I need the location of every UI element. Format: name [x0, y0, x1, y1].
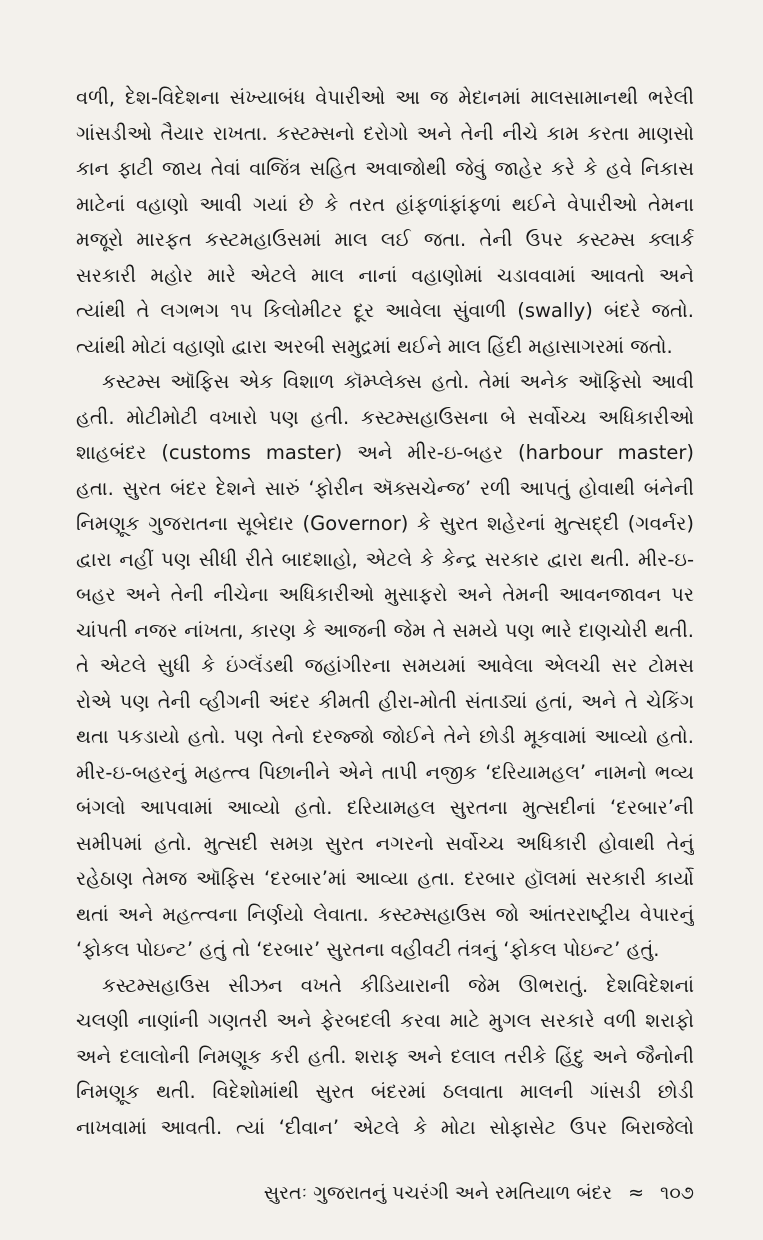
- text-line: કાન ફાટી જાય તેવાં વાજિંત્ર સહિત અવાજોથી જેવું જાહેર કરે કે હવે નિકાસ: [76, 157, 694, 180]
- text-line: સરકારી મહોર મારે એટલે માલ નાનાં વહાણોમાં ચડાવવામાં આવતો અને: [76, 263, 694, 287]
- text-line: ત્યાંથી મોટાં વહાણો દ્વારા અરબી સમુદ્રમાં થઈને માલ હિંદી મહાસાગરમાં જતો.: [76, 334, 673, 358]
- text-line: ચાંપતી નજર નાંખતા, કારણ કે આજની જેમ તે સમયે પણ ભારે દાણચોરી થતી.: [76, 618, 694, 642]
- text-line: હતા. સુરત બંદર દેશને સારું ‘ફોરીન ઍક્સચેન્જ’ રળી આપતું હોવાથી બંનેની: [76, 476, 694, 500]
- running-title: સુરતઃ ગુજરાતનું પચરંગી અને રમતિયાળ બંદર: [263, 1182, 613, 1204]
- text-line: નાખવામાં આવતી. ત્યાં ‘દીવાન’ એટલે કે મોટા સોફાસેટ ઉપર બિરાજેલો: [76, 1115, 694, 1139]
- text-line: કસ્ટમ્સ ઑફિસ એક વિશાળ કૉમ્પ્લેક્સ હતો. તેમાં અનેક ઑફિસો આવી: [102, 370, 694, 393]
- text-line: બંગલો આપવામાં આવ્યો હતો. દરિયામહલ સુરતના મુત્સદીનાં ‘દરબાર’ની: [76, 796, 694, 819]
- text-line: બહર અને તેની નીચેના અધિકારીઓ મુસાફરો અને તેમની આવનજાવન પર: [76, 583, 694, 606]
- text-line: દ્વારા નહીં પણ સીધી રીતે બાદશાહો, એટલે કે કેન્દ્ર સરકાર દ્વારા થતી. મીર-ઇ-: [76, 547, 694, 571]
- text-line: હતી. મોટીમોટી વખારો પણ હતી. કસ્ટમ્સહાઉસના બે સર્વોચ્ચ અધિકારીઓ: [76, 405, 694, 429]
- text-line: કસ્ટમ્સહાઉસ સીઝન વખતે કીડિયારાની જેમ ઊભરાતું. દેશવિદેશનાં: [102, 973, 694, 997]
- page-number: ૧૦૭: [660, 1182, 694, 1204]
- text-line: થતા પકડાયો હતો. પણ તેનો દરજ્જો જોઈને તેને છોડી મૂકવામાં આવ્યો હતો.: [76, 725, 694, 748]
- text-line: રોએ પણ તેની વ્હીગની અંદર કીમતી હીરા-મોતી સંતાડ્યાં હતાં, અને તે ચેકિંગ: [76, 689, 694, 713]
- footer-separator: ≈: [628, 1182, 644, 1204]
- text-line: માટેનાં વહાણો આવી ગયાં છે કે તરત હાંફળાંફાંફળાં થઈને વેપારીઓ તેમના: [76, 192, 694, 216]
- text-line: નિમણૂક થતી. વિદેશોમાંથી સુરત બંદરમાં ઠલવાતા માલની ગાંસડી છોડી: [76, 1080, 694, 1103]
- text-line: ગાંસડીઓ તૈયાર રાખતા. કસ્ટમ્સનો દરોગો અને તેની નીચે કામ કરતા માણસો: [76, 121, 694, 145]
- text-line: મીર-ઇ-બહરનું મહત્ત્વ પિછાનીને એને તાપી નજીક ‘દરિયામહલ’ નામનો ભવ્ય: [76, 760, 694, 784]
- text-line: મજૂરો મારફત કસ્ટમહાઉસમાં માલ લઈ જતા. તેની ઉપર કસ્ટમ્સ ક્લાર્ક: [76, 228, 694, 251]
- text-line: વળી, દેશ-વિદેશના સંખ્યાબંધ વેપારીઓ આ જ મેદાનમાં માલસામાનથી ભરેલી: [76, 86, 694, 109]
- text-line: થતાં અને મહત્ત્વના નિર્ણયો લેવાતા. કસ્ટમ્સહાઉસ જો આંતરરાષ્ટ્રીય વેપારનું: [76, 902, 694, 926]
- text-line: અને દલાલોની નિમણૂક કરી હતી. શરાફ અને દલાલ તરીકે હિંદુ અને જૈનોની: [76, 1044, 694, 1068]
- text-line: ચલણી નાણાંની ગણતરી અને ફેરબદલી કરવા માટે મુગલ સરકારે વળી શરાફો: [76, 1009, 694, 1032]
- page-footer: [76, 1178, 694, 1208]
- text-line: શાહબંદર (customs master) અને મીર-ઇ-બહર (harbour master): [76, 441, 694, 464]
- text-line: સમીપમાં હતો. મુત્સદી સમગ્ર સુરત નગરનો સર્વોચ્ચ અધિકારી હોવાથી તેનું: [76, 831, 694, 855]
- body-text: [76, 80, 694, 1145]
- text-line: ‘ફોકલ પોઇન્ટ’ હતું તો ‘દરબાર’ સુરતના વહીવટી તંત્રનું ‘ફોકલ પોઇન્ટ’ હતું.: [76, 938, 660, 961]
- text-line: તે એટલે સુધી કે ઇંગ્લૅંડથી જહાંગીરના સમયમાં આવેલા એલચી સર ટોમસ: [76, 654, 694, 677]
- text-line: નિમણૂક ગુજરાતના સૂબેદાર (Governor) કે સુરત શહેરનાં મુત્સદ્દી (ગવર્નર): [76, 512, 694, 535]
- text-line: રહેઠાણ તેમજ ઑફિસ ‘દરબાર’માં આવ્યા હતા. દરબાર હૉલમાં સરકારી કાર્યો: [76, 867, 694, 890]
- text-line: ત્યાંથી તે લગભગ ૧૫ કિલોમીટર દૂર આવેલા સુંવાળી (swally) બંદરે જતો.: [76, 299, 694, 322]
